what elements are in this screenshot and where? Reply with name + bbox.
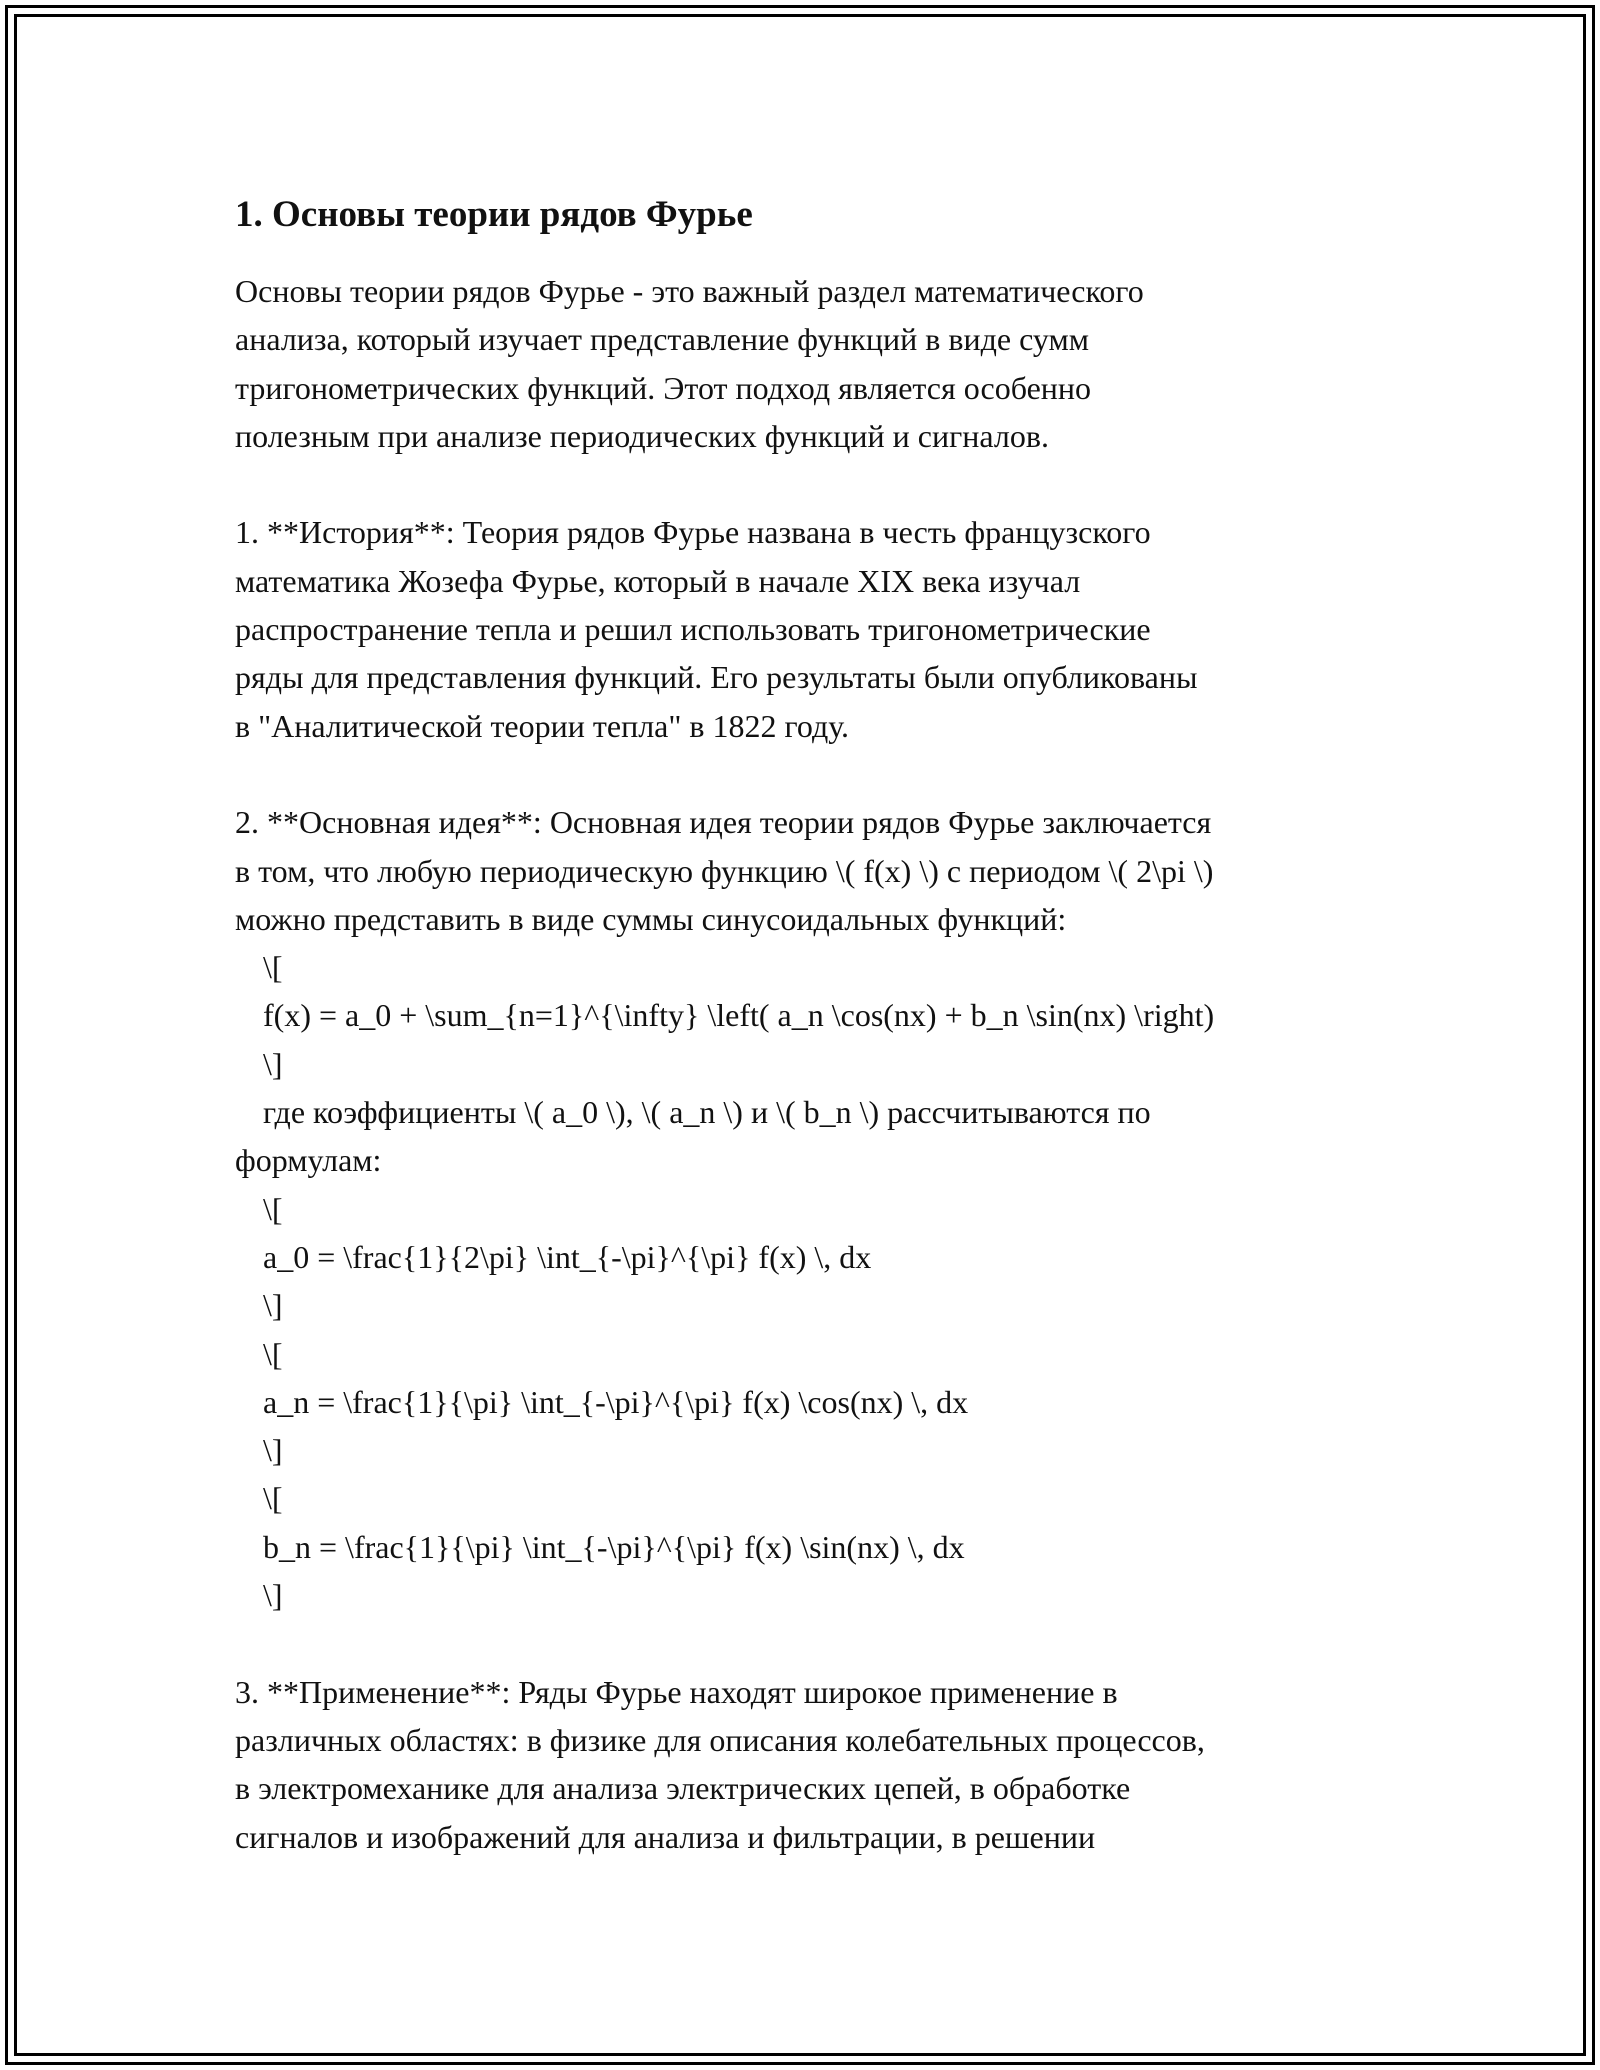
- formula-delimiter: \[: [263, 1480, 283, 1517]
- blank-line: [235, 750, 1375, 798]
- formula-delimiter: \[: [263, 949, 283, 986]
- history-line: ряды для представления функций. Его результаты были опубликованы: [235, 659, 1198, 696]
- formula-delimiter: \[: [263, 1335, 283, 1372]
- formula-delimiter: \[: [263, 1190, 283, 1227]
- history-line: в "Аналитической теории тепла" в 1822 году.: [235, 707, 850, 744]
- idea-line: 2. **Основная идея**: Основная идея теории рядов Фурье заключается: [235, 804, 1212, 841]
- intro-line: Основы теории рядов Фурье - это важный раздел математического: [235, 273, 1144, 309]
- intro-line: тригонометрических функций. Этот подход является особенно: [235, 369, 1092, 406]
- application-line: сигналов и изображений для анализа и фильтрации, в решении: [235, 1818, 1096, 1855]
- coefficients-line: формулам:: [235, 1142, 382, 1179]
- formula-delimiter: \]: [263, 1045, 283, 1082]
- history-line: 1. **История**: Теория рядов Фурье названа в честь французского: [235, 514, 1151, 551]
- a0-formula: a_0 = \frac{1}{2\pi} \int_{-\pi}^{\pi} f(x) \, dx: [263, 1238, 872, 1275]
- application-line: 3. **Применение**: Ряды Фурье находят широкое применение в: [235, 1673, 1118, 1710]
- history-line: математика Жозефа Фурье, который в начале XIX века изучал: [235, 562, 1081, 599]
- blank-line: [235, 460, 1375, 508]
- history-line: распространение тепла и решил использовать тригонометрические: [235, 611, 1151, 648]
- idea-line: можно представить в виде суммы синусоидальных функций:: [235, 900, 1067, 937]
- coefficients-line: где коэффициенты \( a_0 \), \( a_n \) и \( b_n \) рассчитываются по: [263, 1094, 1151, 1131]
- formula-delimiter: \]: [263, 1287, 283, 1324]
- formula-delimiter: \]: [263, 1432, 283, 1469]
- intro-line: полезным при анализе периодических функций и сигналов.: [235, 417, 1049, 454]
- application-line: в электромеханике для анализа электрических цепей, в обработке: [235, 1770, 1131, 1807]
- idea-line: в том, что любую периодическую функцию \( f(x) \) с периодом \( 2\pi \): [235, 852, 1214, 889]
- formula-delimiter: \]: [263, 1577, 283, 1614]
- bn-formula: b_n = \frac{1}{\pi} \int_{-\pi}^{\pi} f(x) \sin(nx) \, dx: [263, 1528, 965, 1565]
- section-heading: 1. Основы теории рядов Фурье: [235, 194, 753, 235]
- fourier-series-formula: f(x) = a_0 + \sum_{n=1}^{\infty} \left( a_n \cos(nx) + b_n \sin(nx) \right): [263, 997, 1215, 1034]
- document-body: [235, 190, 1375, 1861]
- an-formula: a_n = \frac{1}{\pi} \int_{-\pi}^{\pi} f(x) \cos(nx) \, dx: [263, 1383, 969, 1420]
- application-line: различных областях: в физике для описания колебательных процессов,: [235, 1721, 1205, 1758]
- blank-line: [235, 1619, 1375, 1667]
- intro-line: анализа, который изучает представление функций в виде сумм: [235, 321, 1089, 358]
